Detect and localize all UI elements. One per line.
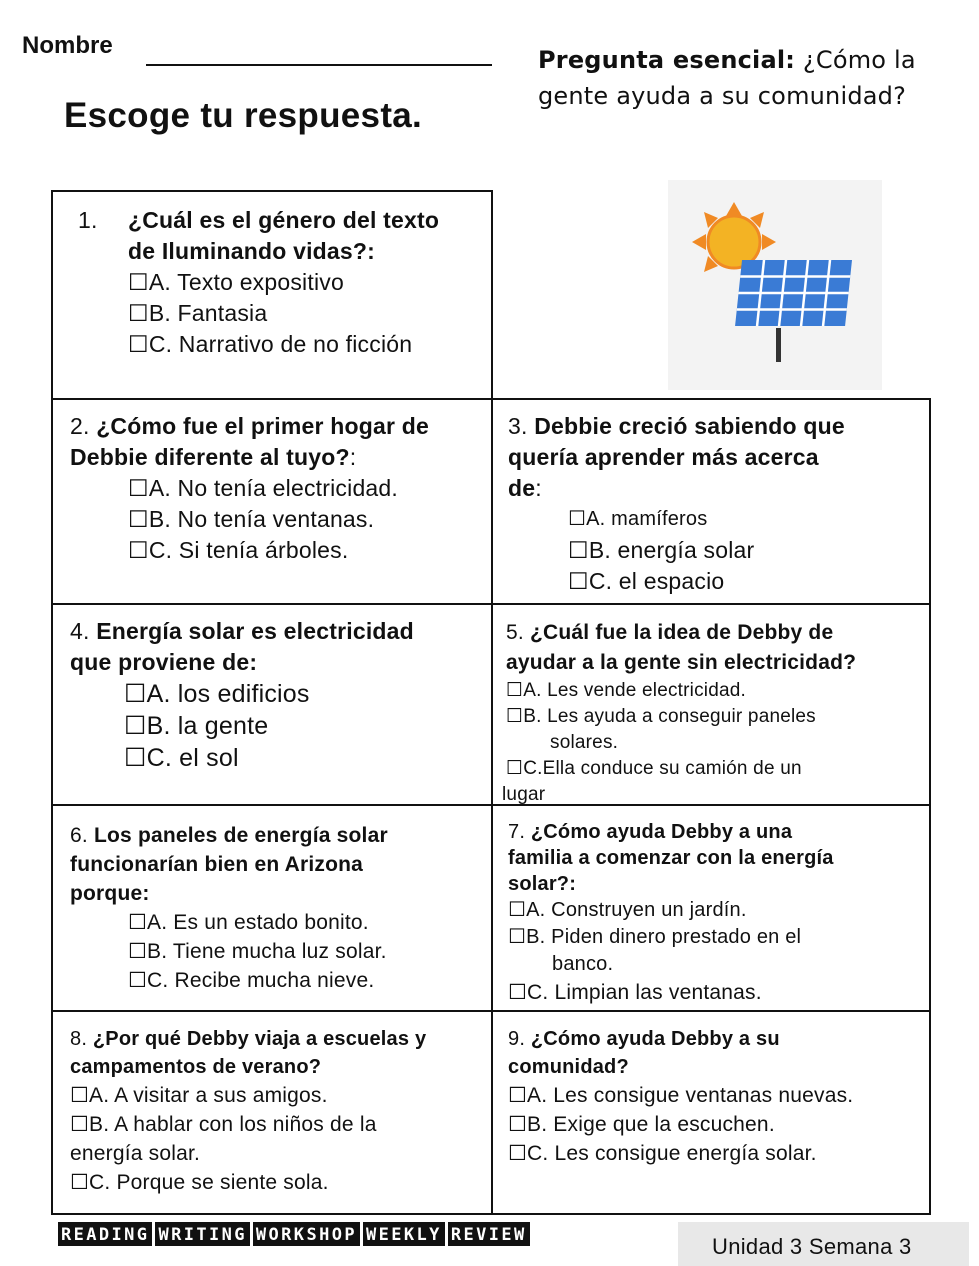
question-2: [70, 411, 429, 566]
question-9-text-line2: comunidad?: [508, 1056, 629, 1078]
banner-review: REVIEW: [448, 1222, 530, 1246]
question-5-option-b-cont: solares.: [550, 732, 619, 753]
question-4-text-line1: Energía solar es electricidad: [96, 618, 414, 644]
solar-panel-with-sun-icon: [668, 180, 882, 390]
question-6-number: 6.: [70, 824, 88, 847]
question-5-option-b[interactable]: ☐B. Les ayuda a conseguir paneles: [506, 706, 816, 727]
banner-reading: READING: [58, 1222, 152, 1246]
question-6-text-line3: porque:: [70, 882, 150, 905]
question-5-option-c-cont: lugar: [502, 784, 546, 805]
question-5-number: 5.: [506, 621, 524, 644]
question-2-option-a[interactable]: ☐A. No tenía electricidad.: [128, 475, 399, 501]
essential-question: [538, 42, 978, 114]
question-3-colon: :: [535, 475, 542, 501]
question-7-option-a[interactable]: ☐A. Construyen un jardín.: [508, 899, 747, 921]
question-7-number: 7.: [508, 821, 526, 843]
question-2-text-line1: ¿Cómo fue el primer hogar de: [96, 413, 429, 439]
question-6: [70, 821, 388, 995]
banner-writing: WRITING: [155, 1222, 249, 1246]
essential-label: Pregunta esencial:: [538, 46, 796, 74]
question-5-text-line1: ¿Cuál fue la idea de Debby de: [529, 621, 834, 644]
question-4-option-c[interactable]: ☐C. el sol: [124, 744, 239, 772]
question-4-option-a[interactable]: ☐A. los edificios: [124, 680, 310, 708]
question-6-option-a[interactable]: ☐A. Es un estado bonito.: [128, 911, 369, 934]
question-5-option-a[interactable]: ☐A. Les vende electricidad.: [506, 680, 747, 701]
question-1-number: 1.: [78, 207, 98, 233]
question-9: [508, 1025, 853, 1168]
question-1: [78, 205, 439, 360]
question-3-text-line2: quería aprender más acerca: [508, 444, 819, 470]
question-8-option-c[interactable]: ☐C. Porque se siente sola.: [70, 1171, 329, 1194]
question-2-option-b[interactable]: ☐B. No tenía ventanas.: [128, 506, 375, 532]
question-9-number: 9.: [508, 1028, 526, 1050]
question-3-option-c[interactable]: ☐C. el espacio: [568, 568, 725, 594]
question-8-option-b[interactable]: ☐B. A hablar con los niños de la: [70, 1113, 377, 1136]
name-label: Nombre: [22, 32, 113, 59]
solar-illustration: [668, 180, 882, 390]
unit-label: Unidad 3 Semana 3: [712, 1234, 912, 1259]
essential-question-text: ¿Cómo la gente ayuda a su comunidad?: [538, 46, 916, 110]
question-3-text-line1: Debbie creció sabiendo que: [534, 413, 845, 439]
question-2-colon: :: [349, 444, 357, 470]
question-1-option-a[interactable]: ☐A. Texto expositivo: [128, 269, 344, 295]
question-9-text-line1: ¿Cómo ayuda Debby a su: [530, 1028, 780, 1050]
question-6-option-b[interactable]: ☐B. Tiene mucha luz solar.: [128, 940, 387, 963]
question-7-option-c[interactable]: ☐C. Limpian las ventanas.: [508, 981, 762, 1004]
banner-workshop: WORKSHOP: [253, 1222, 360, 1246]
footer-banner: [58, 1222, 530, 1248]
question-5-text-line2: ayudar a la gente sin electricidad?: [506, 651, 857, 674]
question-8: [70, 1025, 426, 1197]
question-7-text-line1: ¿Cómo ayuda Debby a una: [530, 821, 793, 843]
question-4-text-line2: que proviene de:: [70, 649, 258, 675]
question-2-number: 2.: [70, 413, 90, 439]
question-7-text-line2: familia a comenzar con la energía: [508, 847, 834, 869]
question-2-option-c[interactable]: ☐C. Si tenía árboles.: [128, 537, 349, 563]
question-3: [508, 411, 845, 597]
question-3-text-line3: de: [508, 475, 536, 501]
question-4-option-b[interactable]: ☐B. la gente: [124, 712, 269, 740]
question-7-option-b-cont: banco.: [552, 953, 614, 975]
question-3-number: 3.: [508, 413, 528, 439]
question-8-text-line2: campamentos de verano?: [70, 1056, 322, 1078]
question-1-text-line1: ¿Cuál es el género del texto: [128, 207, 440, 233]
question-4-number: 4.: [70, 618, 90, 644]
question-5-option-c[interactable]: ☐C.Ella conduce su camión de un: [506, 758, 802, 779]
question-7-option-b[interactable]: ☐B. Piden dinero prestado en el: [508, 926, 802, 948]
question-9-option-b[interactable]: ☐B. Exige que la escuchen.: [508, 1113, 775, 1136]
question-2-text-line2: Debbie diferente al tuyo?: [70, 444, 350, 470]
question-7: [508, 819, 834, 1008]
question-8-text-line1: ¿Por qué Debby viaja a escuelas y: [92, 1028, 427, 1050]
name-line[interactable]: [146, 64, 492, 66]
question-6-text-line1: Los paneles de energía solar: [93, 824, 388, 847]
question-3-option-b[interactable]: ☐B. energía solar: [568, 537, 755, 563]
banner-weekly: WEEKLY: [363, 1222, 445, 1246]
question-1-option-c[interactable]: ☐C. Narrativo de no ficción: [128, 331, 413, 357]
question-9-option-a[interactable]: ☐A. Les consigue ventanas nuevas.: [508, 1084, 854, 1107]
instruction-heading: Escoge tu respuesta.: [64, 96, 423, 135]
question-6-text-line2: funcionarían bien en Arizona: [70, 853, 364, 876]
question-1-text-line2: de Iluminando vidas?:: [128, 238, 376, 264]
question-8-option-b-cont: energía solar.: [70, 1142, 201, 1165]
question-8-number: 8.: [70, 1028, 88, 1050]
question-7-text-line3: solar?:: [508, 873, 577, 895]
question-6-option-c[interactable]: ☐C. Recibe mucha nieve.: [128, 969, 375, 992]
question-5: [502, 618, 857, 808]
question-9-option-c[interactable]: ☐C. Les consigue energía solar.: [508, 1142, 817, 1165]
question-8-option-a[interactable]: ☐A. A visitar a sus amigos.: [70, 1084, 328, 1107]
question-3-option-a[interactable]: ☐A. mamíferos: [568, 508, 708, 530]
question-4: [70, 616, 414, 774]
question-1-option-b[interactable]: ☐B. Fantasia: [128, 300, 268, 326]
